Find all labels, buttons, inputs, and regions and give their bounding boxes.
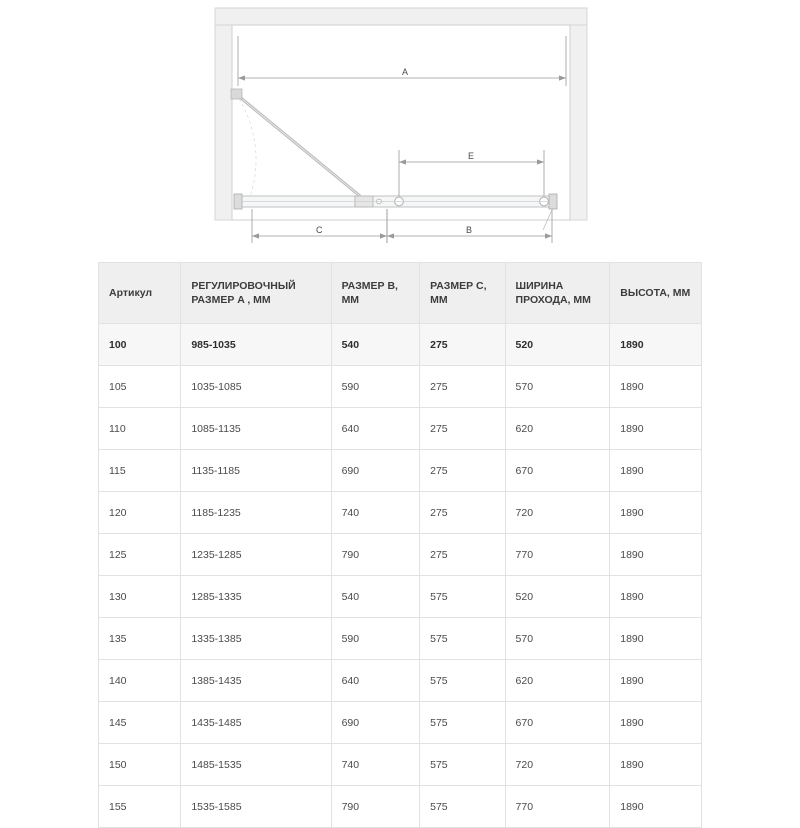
cell-size-c: 575 xyxy=(420,744,505,786)
cell-height: 1890 xyxy=(610,534,702,576)
cell-height: 1890 xyxy=(610,618,702,660)
cell-passage-width: 520 xyxy=(505,324,610,366)
cell-size-a: 1385-1435 xyxy=(181,660,331,702)
cell-article: 140 xyxy=(99,660,181,702)
cell-size-a: 1485-1535 xyxy=(181,744,331,786)
cell-article: 120 xyxy=(99,492,181,534)
cell-size-c: 575 xyxy=(420,786,505,828)
cell-size-b: 790 xyxy=(331,786,420,828)
cell-size-b: 690 xyxy=(331,450,420,492)
cell-height: 1890 xyxy=(610,660,702,702)
cell-height: 1890 xyxy=(610,576,702,618)
dimension-label-c: C xyxy=(316,225,323,235)
dimension-label-a: A xyxy=(402,67,409,77)
technical-drawing xyxy=(0,0,800,258)
cell-article: 115 xyxy=(99,450,181,492)
cell-size-b: 540 xyxy=(331,576,420,618)
dimension-a xyxy=(238,36,566,86)
table-row xyxy=(99,618,702,660)
cell-size-b: 590 xyxy=(331,618,420,660)
cell-article: 155 xyxy=(99,786,181,828)
table-row xyxy=(99,786,702,828)
cell-passage-width: 770 xyxy=(505,786,610,828)
cell-size-c: 275 xyxy=(420,450,505,492)
cell-size-b: 540 xyxy=(331,324,420,366)
cell-size-a: 985-1035 xyxy=(181,324,331,366)
table-row xyxy=(99,660,702,702)
cell-height: 1890 xyxy=(610,450,702,492)
cell-size-a: 1285-1335 xyxy=(181,576,331,618)
table-row xyxy=(99,324,702,366)
cell-passage-width: 620 xyxy=(505,660,610,702)
cell-size-b: 640 xyxy=(331,660,420,702)
dimension-label-b: B xyxy=(466,225,473,235)
cell-article: 145 xyxy=(99,702,181,744)
cell-article: 125 xyxy=(99,534,181,576)
table-row xyxy=(99,492,702,534)
table-header xyxy=(99,263,702,324)
column-header-article: Артикул xyxy=(99,263,181,324)
specifications-table xyxy=(98,262,702,828)
table-body xyxy=(99,324,702,828)
cell-size-b: 590 xyxy=(331,366,420,408)
cell-height: 1890 xyxy=(610,324,702,366)
cell-size-c: 575 xyxy=(420,660,505,702)
cell-article: 105 xyxy=(99,366,181,408)
cell-article: 110 xyxy=(99,408,181,450)
cell-size-a: 1085-1135 xyxy=(181,408,331,450)
cell-passage-width: 670 xyxy=(505,450,610,492)
table-row xyxy=(99,702,702,744)
cell-size-a: 1135-1185 xyxy=(181,450,331,492)
cell-size-b: 640 xyxy=(331,408,420,450)
cell-article: 130 xyxy=(99,576,181,618)
table-row xyxy=(99,576,702,618)
wall-outline xyxy=(215,8,587,220)
cell-article: 135 xyxy=(99,618,181,660)
cell-size-c: 275 xyxy=(420,492,505,534)
cell-passage-width: 720 xyxy=(505,744,610,786)
cell-size-c: 575 xyxy=(420,702,505,744)
column-header-size-a: РЕГУЛИРОВОЧНЫЙ РАЗМЕР A , ММ xyxy=(181,263,331,324)
cell-size-a: 1335-1385 xyxy=(181,618,331,660)
cell-passage-width: 620 xyxy=(505,408,610,450)
column-header-height: ВЫСОТА, ММ xyxy=(610,263,702,324)
cell-passage-width: 770 xyxy=(505,534,610,576)
column-header-size-b: РАЗМЕР B, ММ xyxy=(331,263,420,324)
cell-size-c: 575 xyxy=(420,618,505,660)
cell-size-b: 790 xyxy=(331,534,420,576)
door-swing-leaf xyxy=(231,89,360,205)
cell-size-c: 275 xyxy=(420,534,505,576)
table-row xyxy=(99,744,702,786)
cell-article: 150 xyxy=(99,744,181,786)
cell-passage-width: 570 xyxy=(505,366,610,408)
cell-size-a: 1035-1085 xyxy=(181,366,331,408)
cell-size-a: 1235-1285 xyxy=(181,534,331,576)
cell-height: 1890 xyxy=(610,492,702,534)
cell-height: 1890 xyxy=(610,366,702,408)
cell-height: 1890 xyxy=(610,786,702,828)
cell-passage-width: 720 xyxy=(505,492,610,534)
table-row xyxy=(99,408,702,450)
cell-size-a: 1535-1585 xyxy=(181,786,331,828)
table-row xyxy=(99,450,702,492)
cell-size-c: 275 xyxy=(420,408,505,450)
cell-size-b: 740 xyxy=(331,744,420,786)
door-track-assembly xyxy=(234,194,557,209)
table-row xyxy=(99,534,702,576)
column-header-passage-width: ШИРИНА ПРОХОДА, ММ xyxy=(505,263,610,324)
cell-height: 1890 xyxy=(610,702,702,744)
cell-article: 100 xyxy=(99,324,181,366)
table-header-row xyxy=(99,263,702,324)
cell-size-c: 275 xyxy=(420,366,505,408)
cell-passage-width: 670 xyxy=(505,702,610,744)
cell-passage-width: 520 xyxy=(505,576,610,618)
cell-size-a: 1185-1235 xyxy=(181,492,331,534)
table-row xyxy=(99,366,702,408)
cell-size-c: 575 xyxy=(420,576,505,618)
cell-size-b: 740 xyxy=(331,492,420,534)
dimension-label-e: E xyxy=(468,151,475,161)
cell-passage-width: 570 xyxy=(505,618,610,660)
cell-height: 1890 xyxy=(610,744,702,786)
cell-size-c: 275 xyxy=(420,324,505,366)
cell-size-a: 1435-1485 xyxy=(181,702,331,744)
column-header-size-c: РАЗМЕР C, ММ xyxy=(420,263,505,324)
cell-height: 1890 xyxy=(610,408,702,450)
cell-size-b: 690 xyxy=(331,702,420,744)
